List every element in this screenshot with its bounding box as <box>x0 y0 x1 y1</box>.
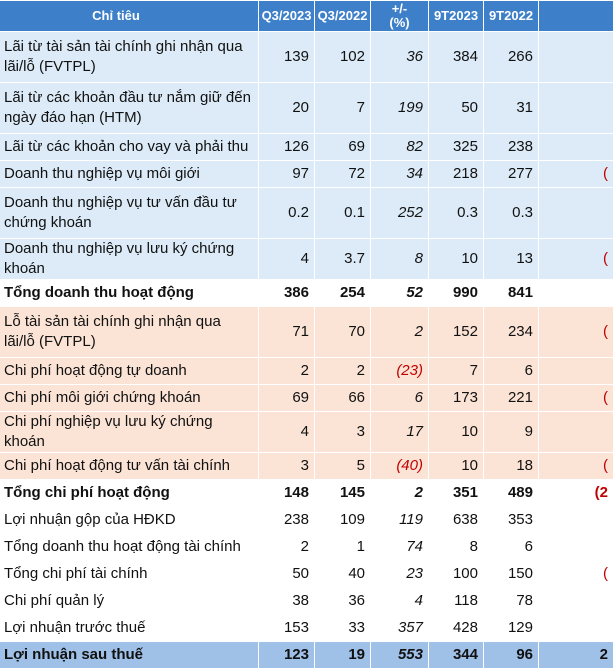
cell-9m-2023: 118 <box>429 588 484 615</box>
cell-change-pct: 199 <box>371 83 429 134</box>
cell-q3-2023: 126 <box>259 134 315 161</box>
cell-q3-2023: 3 <box>259 453 315 480</box>
cell-q3-2022: 3 <box>315 412 371 453</box>
cell-9m-2022: 489 <box>484 480 539 507</box>
cell-9m-2023: 638 <box>429 507 484 534</box>
cell-change-pct: (23) <box>371 358 429 385</box>
cell-change-pct: 17 <box>371 412 429 453</box>
cell-q3-2022: 66 <box>315 385 371 412</box>
cell-9m-2022: 0.3 <box>484 188 539 239</box>
cell-9m-2022: 9 <box>484 412 539 453</box>
cell-extra <box>539 588 614 615</box>
cell-9m-2022: 150 <box>484 561 539 588</box>
header-q3-2022: Q3/2022 <box>315 1 371 32</box>
cell-q3-2022: 145 <box>315 480 371 507</box>
row-label: Chi phí hoạt động tư vấn tài chính <box>0 453 259 480</box>
cell-9m-2022: 353 <box>484 507 539 534</box>
cell-q3-2023: 139 <box>259 32 315 83</box>
cell-9m-2022: 18 <box>484 453 539 480</box>
row-label: Lãi từ tài sản tài chính ghi nhận qua lãi/lỗ (FVTPL) <box>0 32 259 83</box>
cell-change-pct: 6 <box>371 385 429 412</box>
cell-q3-2022: 7 <box>315 83 371 134</box>
cell-9m-2023: 344 <box>429 642 484 669</box>
cell-9m-2022: 266 <box>484 32 539 83</box>
cell-q3-2023: 2 <box>259 358 315 385</box>
cell-q3-2022: 1 <box>315 534 371 561</box>
cell-q3-2022: 3.7 <box>315 239 371 280</box>
table-row <box>0 188 614 239</box>
cell-9m-2023: 384 <box>429 32 484 83</box>
cell-extra <box>539 134 614 161</box>
table-row <box>0 615 614 642</box>
table-row <box>0 239 614 280</box>
cell-change-pct: (40) <box>371 453 429 480</box>
row-label: Chi phí quản lý <box>0 588 259 615</box>
cell-q3-2023: 38 <box>259 588 315 615</box>
table-row <box>0 307 614 358</box>
cell-q3-2023: 69 <box>259 385 315 412</box>
cell-change-pct: 252 <box>371 188 429 239</box>
cell-change-pct: 4 <box>371 588 429 615</box>
cell-9m-2022: 277 <box>484 161 539 188</box>
cell-change-pct: 357 <box>371 615 429 642</box>
cell-extra <box>539 615 614 642</box>
header-change-pct: +/- (%) <box>371 1 429 32</box>
cell-change-pct: 553 <box>371 642 429 669</box>
cell-9m-2022: 78 <box>484 588 539 615</box>
cell-9m-2022: 129 <box>484 615 539 642</box>
cell-9m-2023: 10 <box>429 239 484 280</box>
cell-9m-2023: 50 <box>429 83 484 134</box>
row-label: Chi phí nghiệp vụ lưu ký chứng khoán <box>0 412 259 453</box>
cell-change-pct: 23 <box>371 561 429 588</box>
row-label: Doanh thu nghiệp vụ lưu ký chứng khoán <box>0 239 259 280</box>
cell-q3-2023: 50 <box>259 561 315 588</box>
header-extra <box>539 1 614 32</box>
cell-extra <box>539 280 614 307</box>
cell-q3-2022: 69 <box>315 134 371 161</box>
cell-q3-2023: 148 <box>259 480 315 507</box>
cell-q3-2023: 71 <box>259 307 315 358</box>
row-label: Chi phí môi giới chứng khoán <box>0 385 259 412</box>
cell-change-pct: 2 <box>371 480 429 507</box>
cell-9m-2022: 96 <box>484 642 539 669</box>
cell-q3-2023: 238 <box>259 507 315 534</box>
cell-9m-2023: 100 <box>429 561 484 588</box>
cell-9m-2023: 218 <box>429 161 484 188</box>
cell-extra <box>539 188 614 239</box>
cell-9m-2022: 6 <box>484 358 539 385</box>
row-label: Doanh thu nghiệp vụ môi giới <box>0 161 259 188</box>
cell-extra: ( <box>539 239 614 280</box>
cell-change-pct: 52 <box>371 280 429 307</box>
table-row <box>0 32 614 83</box>
cell-q3-2022: 72 <box>315 161 371 188</box>
cell-9m-2023: 10 <box>429 412 484 453</box>
row-label: Lãi từ các khoản cho vay và phải thu <box>0 134 259 161</box>
cell-9m-2023: 325 <box>429 134 484 161</box>
cell-change-pct: 82 <box>371 134 429 161</box>
row-label: Lợi nhuận trước thuế <box>0 615 259 642</box>
header-9m-2023: 9T2023 <box>429 1 484 32</box>
cell-q3-2022: 36 <box>315 588 371 615</box>
cell-9m-2023: 152 <box>429 307 484 358</box>
cell-9m-2023: 428 <box>429 615 484 642</box>
cell-9m-2022: 6 <box>484 534 539 561</box>
table-row <box>0 480 614 507</box>
row-label: Doanh thu nghiệp vụ tư vấn đầu tư chứng khoán <box>0 188 259 239</box>
cell-extra: ( <box>539 561 614 588</box>
cell-q3-2023: 2 <box>259 534 315 561</box>
row-label: Lỗ tài sản tài chính ghi nhận qua lãi/lỗ (FVTPL) <box>0 307 259 358</box>
cell-9m-2022: 238 <box>484 134 539 161</box>
cell-9m-2022: 234 <box>484 307 539 358</box>
cell-9m-2023: 0.3 <box>429 188 484 239</box>
table-row <box>0 412 614 453</box>
header-9m-2022: 9T2022 <box>484 1 539 32</box>
table-row <box>0 134 614 161</box>
cell-extra: ( <box>539 307 614 358</box>
header-indicator: Chỉ tiêu <box>0 1 259 32</box>
table-body <box>0 32 614 669</box>
cell-extra <box>539 358 614 385</box>
cell-9m-2022: 13 <box>484 239 539 280</box>
table-row <box>0 453 614 480</box>
cell-9m-2023: 173 <box>429 385 484 412</box>
cell-9m-2022: 221 <box>484 385 539 412</box>
row-label: Tổng doanh thu hoạt động tài chính <box>0 534 259 561</box>
cell-q3-2022: 109 <box>315 507 371 534</box>
row-label: Lợi nhuận gộp của HĐKD <box>0 507 259 534</box>
row-label: Tổng chi phí tài chính <box>0 561 259 588</box>
cell-q3-2022: 102 <box>315 32 371 83</box>
cell-q3-2022: 5 <box>315 453 371 480</box>
cell-extra <box>539 412 614 453</box>
cell-q3-2022: 0.1 <box>315 188 371 239</box>
cell-q3-2023: 4 <box>259 412 315 453</box>
cell-9m-2023: 990 <box>429 280 484 307</box>
header-q3-2023: Q3/2023 <box>259 1 315 32</box>
table-row <box>0 280 614 307</box>
cell-extra <box>539 507 614 534</box>
row-label: Chi phí hoạt động tự doanh <box>0 358 259 385</box>
cell-q3-2022: 70 <box>315 307 371 358</box>
cell-9m-2022: 841 <box>484 280 539 307</box>
table-row <box>0 534 614 561</box>
cell-9m-2023: 10 <box>429 453 484 480</box>
cell-extra <box>539 83 614 134</box>
row-label: Tổng doanh thu hoạt động <box>0 280 259 307</box>
cell-q3-2022: 254 <box>315 280 371 307</box>
cell-q3-2023: 97 <box>259 161 315 188</box>
cell-change-pct: 8 <box>371 239 429 280</box>
cell-change-pct: 2 <box>371 307 429 358</box>
cell-q3-2023: 153 <box>259 615 315 642</box>
cell-q3-2023: 386 <box>259 280 315 307</box>
row-label: Lợi nhuận sau thuế <box>0 642 259 669</box>
cell-change-pct: 36 <box>371 32 429 83</box>
cell-9m-2023: 7 <box>429 358 484 385</box>
table-row <box>0 385 614 412</box>
cell-extra: ( <box>539 453 614 480</box>
cell-9m-2023: 8 <box>429 534 484 561</box>
cell-9m-2023: 351 <box>429 480 484 507</box>
cell-q3-2023: 0.2 <box>259 188 315 239</box>
row-label: Lãi từ các khoản đầu tư nắm giữ đến ngày đáo hạn (HTM) <box>0 83 259 134</box>
cell-q3-2022: 33 <box>315 615 371 642</box>
cell-change-pct: 34 <box>371 161 429 188</box>
cell-q3-2023: 4 <box>259 239 315 280</box>
header-row <box>0 1 614 32</box>
table-row <box>0 642 614 669</box>
cell-9m-2022: 31 <box>484 83 539 134</box>
cell-q3-2022: 2 <box>315 358 371 385</box>
cell-extra: ( <box>539 161 614 188</box>
cell-q3-2023: 123 <box>259 642 315 669</box>
table-row <box>0 561 614 588</box>
cell-q3-2022: 19 <box>315 642 371 669</box>
cell-extra: 2 <box>539 642 614 669</box>
cell-q3-2022: 40 <box>315 561 371 588</box>
cell-extra <box>539 534 614 561</box>
cell-q3-2023: 20 <box>259 83 315 134</box>
cell-change-pct: 119 <box>371 507 429 534</box>
row-label: Tổng chi phí hoạt động <box>0 480 259 507</box>
table-row <box>0 161 614 188</box>
table-row <box>0 83 614 134</box>
cell-extra <box>539 32 614 83</box>
table-row <box>0 588 614 615</box>
table-row <box>0 358 614 385</box>
cell-extra: (2 <box>539 480 614 507</box>
cell-change-pct: 74 <box>371 534 429 561</box>
cell-extra: ( <box>539 385 614 412</box>
table-row <box>0 507 614 534</box>
